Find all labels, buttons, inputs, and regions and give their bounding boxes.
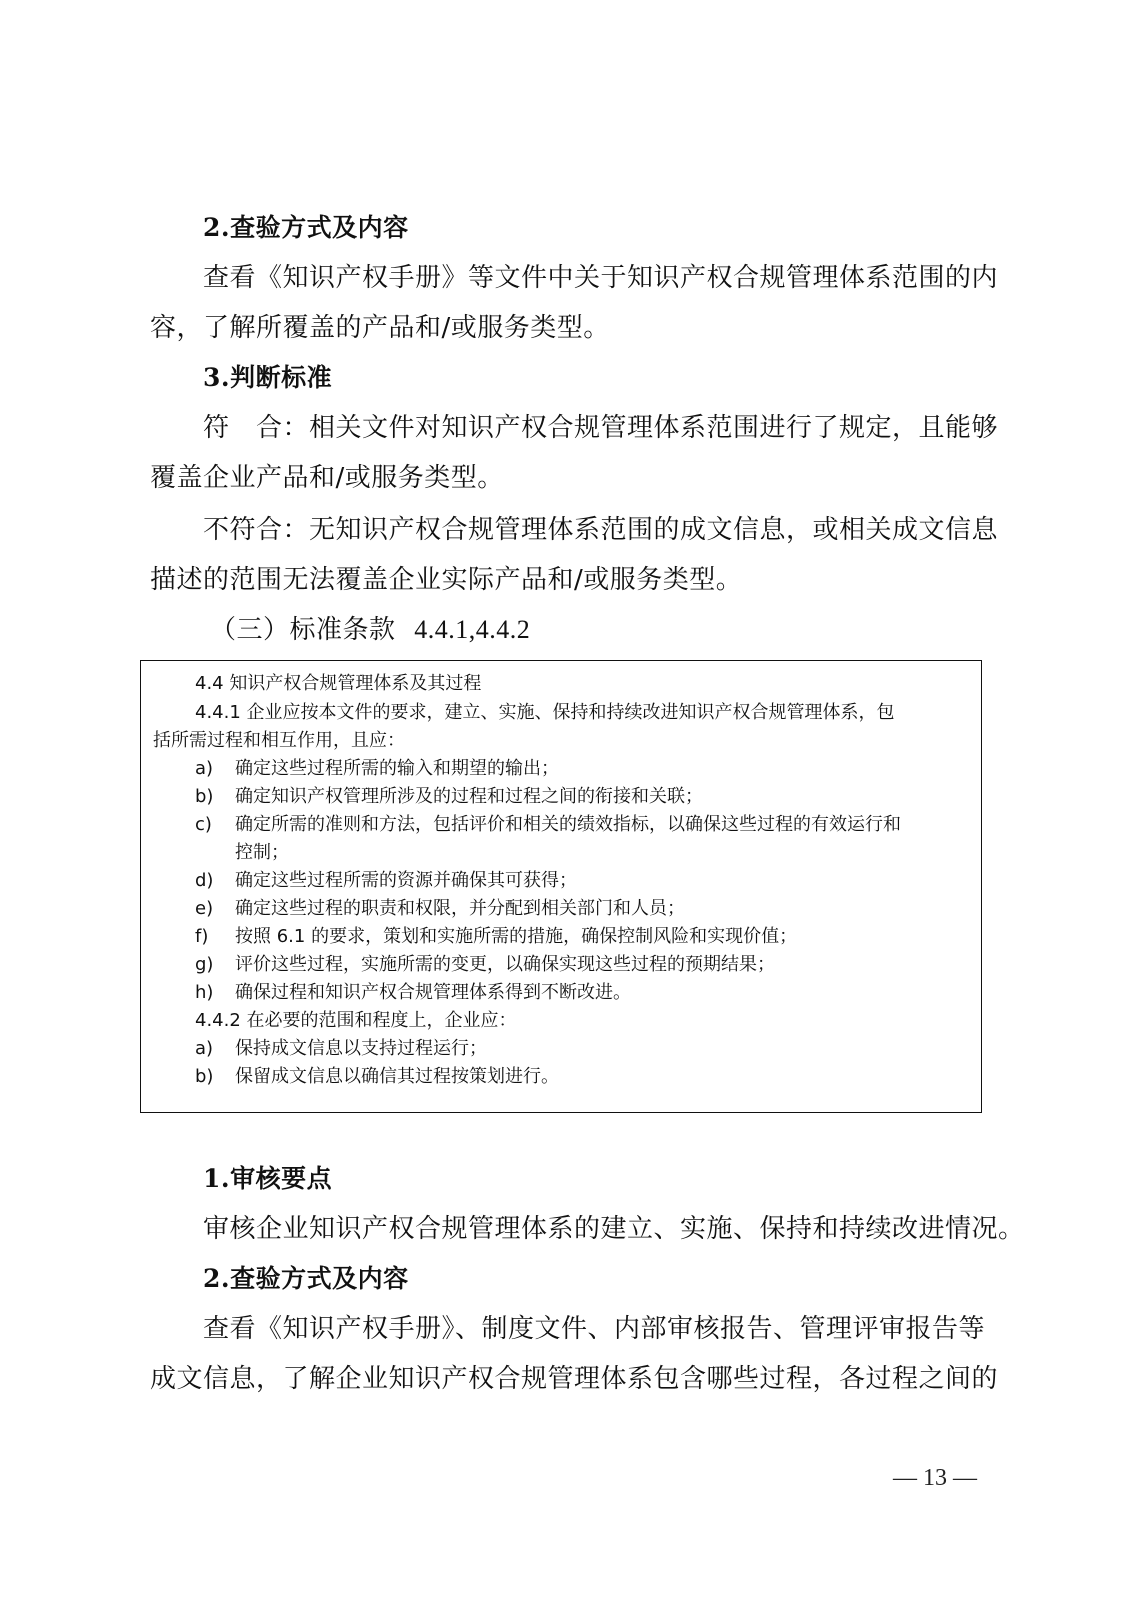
list-item-text: 确定所需的准则和方法，包括评价和相关的绩效指标，以确保这些过程的有效运行和 (235, 814, 901, 835)
box-intro-line: 括所需过程和相互作用，且应： (153, 730, 405, 751)
section-heading-audit-points: 1.审核要点 (203, 1164, 333, 1193)
list-item-label: b) (195, 786, 214, 807)
criteria-conform-line: 符 合：相关文件对知识产权合规管理体系范围进行了规定，且能够 (203, 413, 999, 443)
list-item-text: 确定这些过程的职责和权限，并分配到相关部门和人员； (235, 898, 685, 919)
list-item-text: 确定这些过程所需的资源并确保其可获得； (235, 870, 577, 891)
list-item-label: a) (195, 1038, 214, 1059)
list-item-text: 保持成文信息以支持过程运行； (235, 1038, 487, 1059)
list-item-text: 确定知识产权管理所涉及的过程和过程之间的衔接和关联； (235, 786, 703, 807)
list-item-text: 确保过程和知识产权合规管理体系得到不断改进。 (235, 982, 631, 1003)
section-heading-criteria: 3.判断标准 (203, 363, 333, 392)
list-item-text: 评价这些过程，实施所需的变更，以确保实现这些过程的预期结果； (235, 954, 775, 975)
list-item-label: h) (195, 982, 214, 1003)
section-heading-inspection: 2.查验方式及内容 (203, 213, 409, 242)
list-item-label: g) (195, 954, 214, 975)
list-item-label: a) (195, 758, 214, 779)
list-item-label: f) (195, 926, 209, 947)
list-item-label: b) (195, 1066, 214, 1087)
list-item-label: c) (195, 814, 212, 835)
standard-clause-box (140, 660, 982, 1113)
list-item-text: 保留成文信息以确信其过程按策划进行。 (235, 1066, 559, 1087)
criteria-nonconform-line: 描述的范围无法覆盖企业实际产品和/或服务类型。 (150, 565, 743, 595)
list-item-label: d) (195, 870, 214, 891)
clause-numbers: 4.4.1,4.4.2 (414, 615, 531, 644)
clause-label: （三）标准条款 (210, 615, 396, 645)
paragraph-line: 查看《知识产权手册》等文件中关于知识产权合规管理体系范围的内 (203, 263, 999, 293)
criteria-conform-line: 覆盖企业产品和/或服务类型。 (150, 463, 504, 493)
criteria-nonconform-line: 不符合：无知识产权合规管理体系范围的成文信息，或相关成文信息 (203, 515, 999, 545)
paragraph-line: 查看《知识产权手册》、制度文件、内部审核报告、管理评审报告等 (203, 1314, 986, 1344)
paragraph-line: 审核企业知识产权合规管理体系的建立、实施、保持和持续改进情况。 (203, 1214, 1025, 1244)
page-number: — 13 — (893, 1465, 977, 1491)
list-item-text: 确定这些过程所需的输入和期望的输出； (235, 758, 559, 779)
box-title: 4.4 知识产权合规管理体系及其过程 (195, 673, 482, 694)
section-heading-inspection: 2.查验方式及内容 (203, 1264, 409, 1293)
box-intro-line: 4.4.1 企业应按本文件的要求，建立、实施、保持和持续改进知识产权合规管理体系，包 (195, 702, 895, 723)
paragraph-line: 成文信息，了解企业知识产权合规管理体系包含哪些过程，各过程之间的 (150, 1364, 999, 1394)
standard-clause-heading (210, 612, 1050, 648)
list-item-label: e) (195, 898, 214, 919)
list-item-text: 按照 6.1 的要求，策划和实施所需的措施，确保控制风险和实现价值； (235, 926, 798, 947)
list-item-text-continued: 控制； (235, 842, 289, 863)
paragraph-line: 容，了解所覆盖的产品和/或服务类型。 (150, 313, 610, 343)
box-intro-line: 4.4.2 在必要的范围和程度上，企业应： (195, 1010, 517, 1031)
